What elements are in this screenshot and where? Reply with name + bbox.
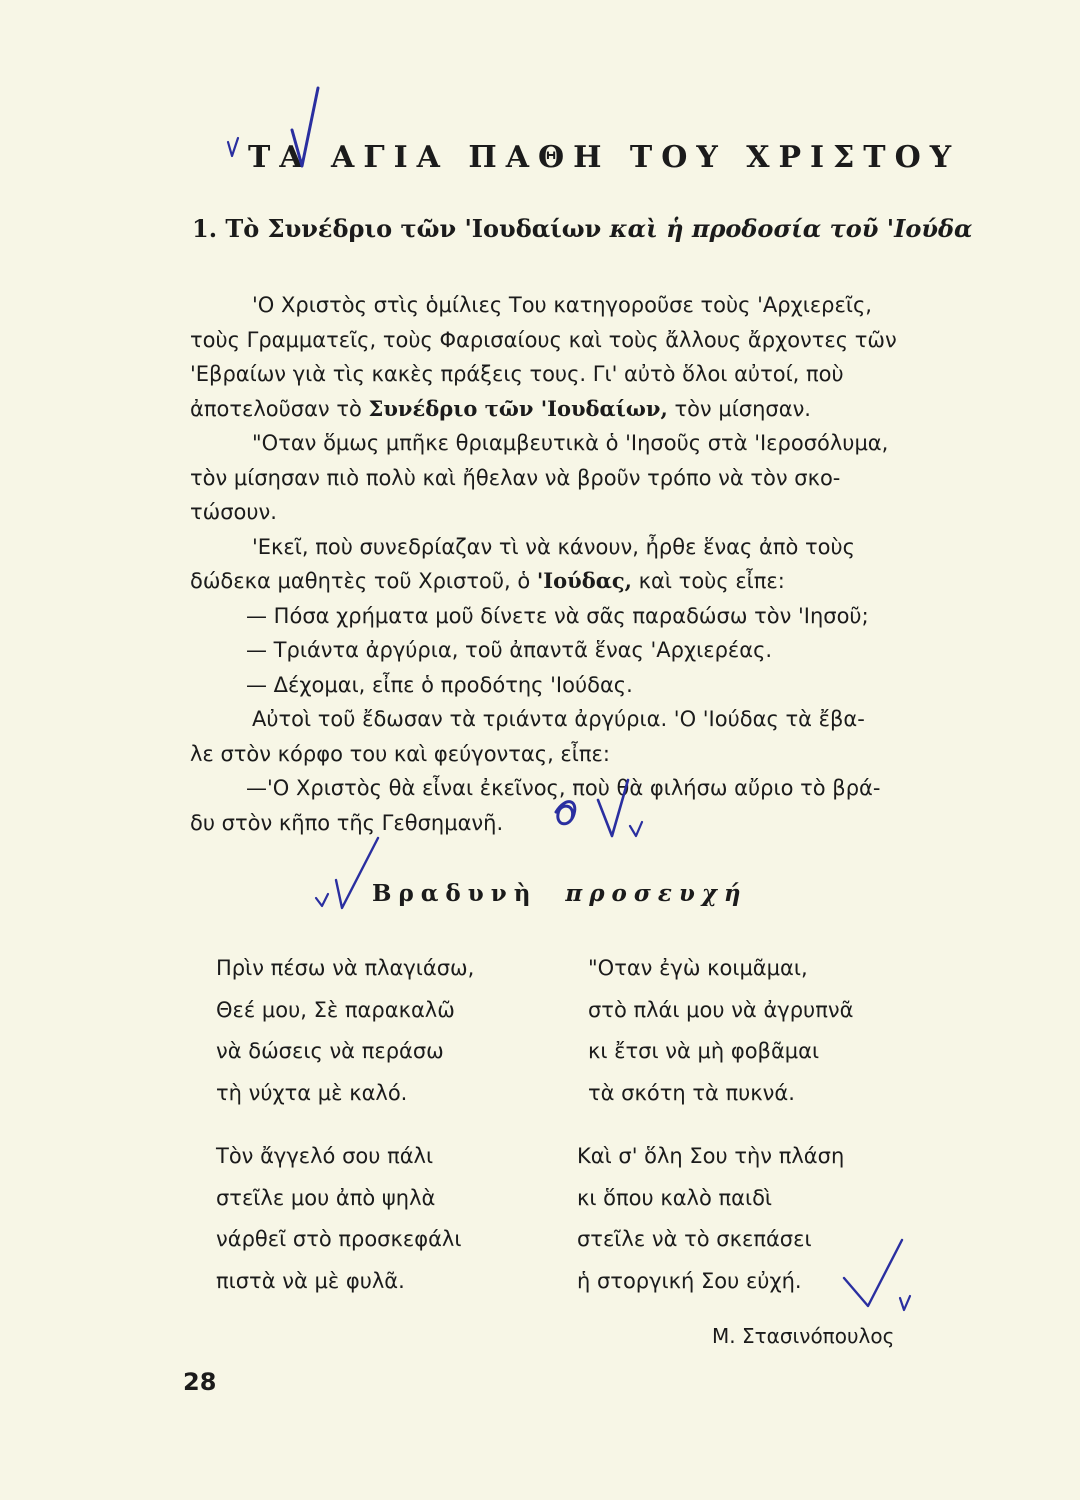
prose-line: τὸν μίσησαν πιὸ πολὺ καὶ ἤθελαν νὰ βροῦν τρόπο νὰ τὸν σκο- [190,465,841,490]
prose-line: "Οταν ὅμως μπῆκε θριαμβευτικὰ ὁ 'Ιησοῦς στὰ 'Ιεροσόλυμα, [252,431,889,455]
prose-line: 'Εκεῖ, ποὺ συνεδρίαζαν τὶ νὰ κάνουν, ἦρθε ἕνας ἀπὸ τοὺς [252,534,856,559]
dialogue-line: — Τριάντα ἀργύρια, τοῦ ἀπαντᾶ ἕνας 'Αρχιερέας. [246,638,773,662]
poem-title-word: προσευχή [565,880,748,907]
prose-line: τοὺς Γραμματεῖς, τοὺς Φαρισαίους καὶ τοὺς ἄλλους ἄρχοντες τῶν [190,327,897,352]
page-number: 28 [183,1368,217,1396]
poem-author: Μ. Στασινόπουλος [712,1324,895,1348]
section-title-part-c: προδοσία τοῦ 'Ιούδα [691,214,973,243]
poem-line: στεῖλε μου ἀπὸ ψηλὰ [216,1185,436,1210]
poem-line: στεῖλε νὰ τὸ σκεπάσει [577,1227,812,1251]
emphasis-sanhedrin: Συνέδριο τῶν 'Ιουδαίων, [368,395,668,421]
poem-line: πιστὰ νὰ μὲ φυλᾶ. [216,1268,405,1293]
handwritten-note: Απέξω [424,845,495,870]
prose-line: δυ στὸν κῆπο τῆς Γεθσημανῆ. [190,810,504,835]
checkmark-icon [844,1240,902,1306]
prose-line: τώσουν. [190,500,277,524]
checkmark-icon [900,1296,910,1310]
prose-body [190,288,960,840]
dialogue-line: — Δέχομαι, εἶπε ὁ προδότης 'Ιούδας. [246,672,633,697]
poem-line: ἡ στοργική Σου εὐχή. [577,1268,802,1293]
poem-line: τὴ νύχτα μὲ καλό. [216,1080,408,1105]
poem-title-word: Βραδυνὴ [372,880,538,907]
section-title [192,214,972,243]
section-title-part-a: Τὸ Συνέδριο τῶν 'Ιουδαίων [225,214,602,243]
emphasis-judas: 'Ιούδας, [536,568,632,593]
poem-line: κι ὅπου καλὸ παιδὶ [577,1185,773,1210]
poem-line: Πρὶν πέσω νὰ πλαγιάσω, [216,956,475,980]
poem-stanza [216,948,474,1114]
dialogue-line: —'Ο Χριστὸς θὰ εἶναι ἐκεῖνος, ποὺ θὰ φιλήσω αὔριο τὸ βρά- [246,776,881,800]
poem-line: κι ἔτσι νὰ μὴ φοβᾶμαι [588,1039,820,1063]
poem-line: Καὶ σ' ὅλη Σου τὴν πλάση [577,1144,845,1168]
poem-stanza [216,1136,461,1302]
prose-line [190,392,960,427]
section-number: 1. [192,214,218,243]
prose-text: δώδεκα μαθητὲς τοῦ Χριστοῦ, ὁ [190,569,531,593]
dialogue-line: — Πόσα χρήματα μοῦ δίνετε νὰ σᾶς παραδώσω τὸν 'Ιησοῦ; [246,603,869,628]
checkmark-icon [228,138,238,156]
poem-stanza [577,1136,844,1302]
section-title-part-b: καὶ ἡ [609,214,684,243]
prose-line: 'Εβραίων γιὰ τὶς κακὲς πράξεις τους. Γι' αὐτὸ ὅλοι αὐτοί, ποὺ [190,362,844,386]
prose-text: ἀποτελοῦσαν τὸ [190,396,362,421]
poem-line: νὰ δώσεις νὰ περάσω [216,1039,444,1063]
poem-line: στὸ πλάι μου νὰ ἀγρυπνᾶ [588,997,854,1022]
prose-line: λε στὸν κόρφο του καὶ φεύγοντας, εἶπε: [190,741,610,766]
prose-line: 'Ο Χριστὸς στὶς ὁμίλιες Του κατηγοροῦσε τοὺς 'Αρχιερεῖς, [252,293,872,317]
poem-stanza [588,948,853,1114]
prose-line: Αὐτοὶ τοῦ ἔδωσαν τὰ τριάντα ἀργύρια. 'Ο 'Ιούδας τὰ ἔβα- [252,707,865,731]
poem-line: τὰ σκότη τὰ πυκνά. [588,1080,795,1105]
poem-line: νάρθεῖ στὸ προσκεφάλι [216,1227,462,1251]
chapter-heading: ΤΑ ΑΓΙΑ ΠΑΘΗ ΤΟΥ ΧΡΙΣΤΟΥ [248,140,961,175]
poem-line: Θεέ μου, Σὲ παρακαλῶ [216,997,455,1022]
poem-line: "Οταν ἐγὼ κοιμᾶμαι, [588,956,808,980]
prose-text: καὶ τοὺς εἶπε: [638,569,785,593]
poem-line: Τὸν ἄγγελό σου πάλι [216,1144,434,1168]
poem-title [372,880,748,907]
checkmark-icon [316,894,328,906]
prose-text: τὸν μίσησαν. [674,396,811,421]
prose-line [190,564,960,599]
